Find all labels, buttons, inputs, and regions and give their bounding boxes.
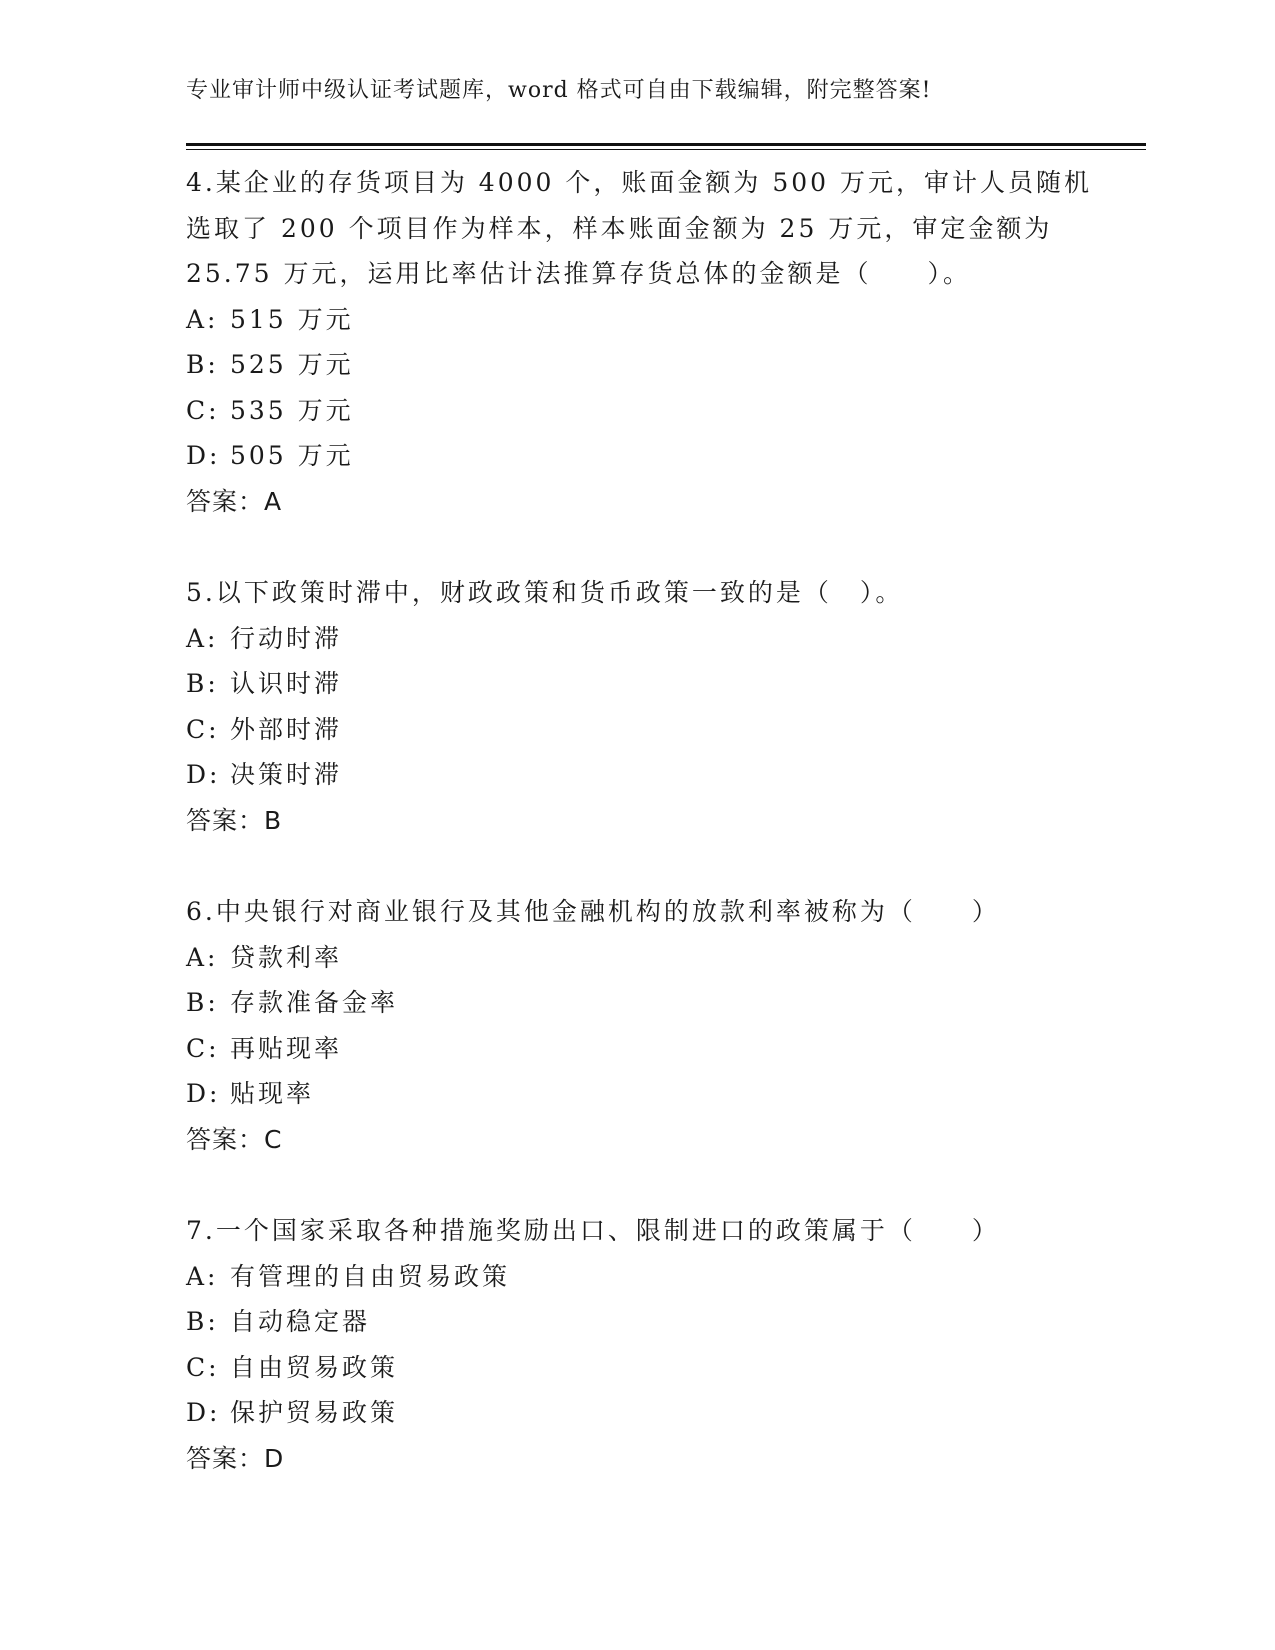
question-text-line: 4.某企业的存货项目为 4000 个，账面金额为 500 万元，审计人员随机 xyxy=(186,168,1092,197)
option-d xyxy=(186,433,1086,479)
question-text-line: 6.中央银行对商业银行及其他金融机构的放款利率被称为（ ） xyxy=(186,897,1000,926)
option-key: B: xyxy=(186,669,219,698)
option-key: A: xyxy=(186,942,219,972)
option-a xyxy=(186,616,1086,662)
option-text: 贴现率 xyxy=(230,1079,315,1108)
option-text: 505 万元 xyxy=(230,441,354,470)
question-5 xyxy=(186,570,1086,843)
option-b xyxy=(186,1299,1086,1345)
option-key: C: xyxy=(186,1352,220,1382)
option-key: A: xyxy=(186,304,219,334)
question-text-line: 5.以下政策时滞中，财政政策和货币政策一致的是（ ）。 xyxy=(186,578,904,607)
option-b xyxy=(186,980,1086,1026)
question-4 xyxy=(186,160,1092,524)
option-a xyxy=(186,1254,1086,1300)
option-d xyxy=(186,1390,1086,1436)
option-key: D: xyxy=(186,441,221,470)
option-text: 外部时滞 xyxy=(230,714,343,744)
question-list xyxy=(186,160,1092,1527)
option-key: D: xyxy=(186,1079,221,1108)
answer-line: 答案：B xyxy=(186,805,283,835)
option-key: B: xyxy=(186,988,219,1017)
option-a xyxy=(186,297,1086,343)
option-text: 保护贸易政策 xyxy=(230,1398,399,1427)
option-a xyxy=(186,935,1086,981)
option-c xyxy=(186,388,1086,434)
header-rule-thick xyxy=(186,143,1146,146)
option-b xyxy=(186,661,1086,707)
answer-line: 答案：A xyxy=(186,486,283,516)
option-key: C: xyxy=(186,714,220,744)
option-text: 存款准备金率 xyxy=(230,988,399,1017)
question-text-line: 7.一个国家采取各种措施奖励出口、限制进口的政策属于（ ） xyxy=(186,1216,1000,1245)
option-key: A: xyxy=(186,623,219,653)
option-c xyxy=(186,1345,1086,1391)
question-text-line: 25.75 万元，运用比率估计法推算存货总体的金额是（ ）。 xyxy=(186,259,972,288)
option-c xyxy=(186,1026,1086,1072)
question-7 xyxy=(186,1208,1086,1481)
option-text: 再贴现率 xyxy=(230,1033,343,1063)
option-text: 认识时滞 xyxy=(230,669,343,698)
option-text: 贷款利率 xyxy=(230,942,343,972)
option-text: 525 万元 xyxy=(230,350,354,379)
page-header: 专业审计师中级认证考试题库，word 格式可自由下载编辑，附完整答案! xyxy=(186,78,932,103)
option-key: B: xyxy=(186,1307,219,1336)
header-rule-thin xyxy=(186,149,1146,150)
option-b xyxy=(186,342,1086,388)
option-c xyxy=(186,707,1086,753)
option-d xyxy=(186,1071,1086,1117)
option-text: 自动稳定器 xyxy=(230,1307,371,1336)
option-text: 535 万元 xyxy=(230,395,354,425)
option-text: 515 万元 xyxy=(230,304,354,334)
answer-line: 答案：D xyxy=(186,1443,285,1473)
question-text-line: 选取了 200 个项目作为样本，样本账面金额为 25 万元，审定金额为 xyxy=(186,213,1053,243)
option-key: A: xyxy=(186,1261,219,1291)
option-key: C: xyxy=(186,1033,220,1063)
option-d xyxy=(186,752,1086,798)
option-text: 决策时滞 xyxy=(230,760,343,789)
option-key: C: xyxy=(186,395,220,425)
question-6 xyxy=(186,889,1086,1162)
option-key: D: xyxy=(186,1398,221,1427)
option-text: 行动时滞 xyxy=(230,623,343,653)
option-key: D: xyxy=(186,760,221,789)
option-key: B: xyxy=(186,350,219,379)
option-text: 自由贸易政策 xyxy=(230,1352,399,1382)
answer-line: 答案：C xyxy=(186,1124,283,1154)
option-text: 有管理的自由贸易政策 xyxy=(230,1261,511,1291)
